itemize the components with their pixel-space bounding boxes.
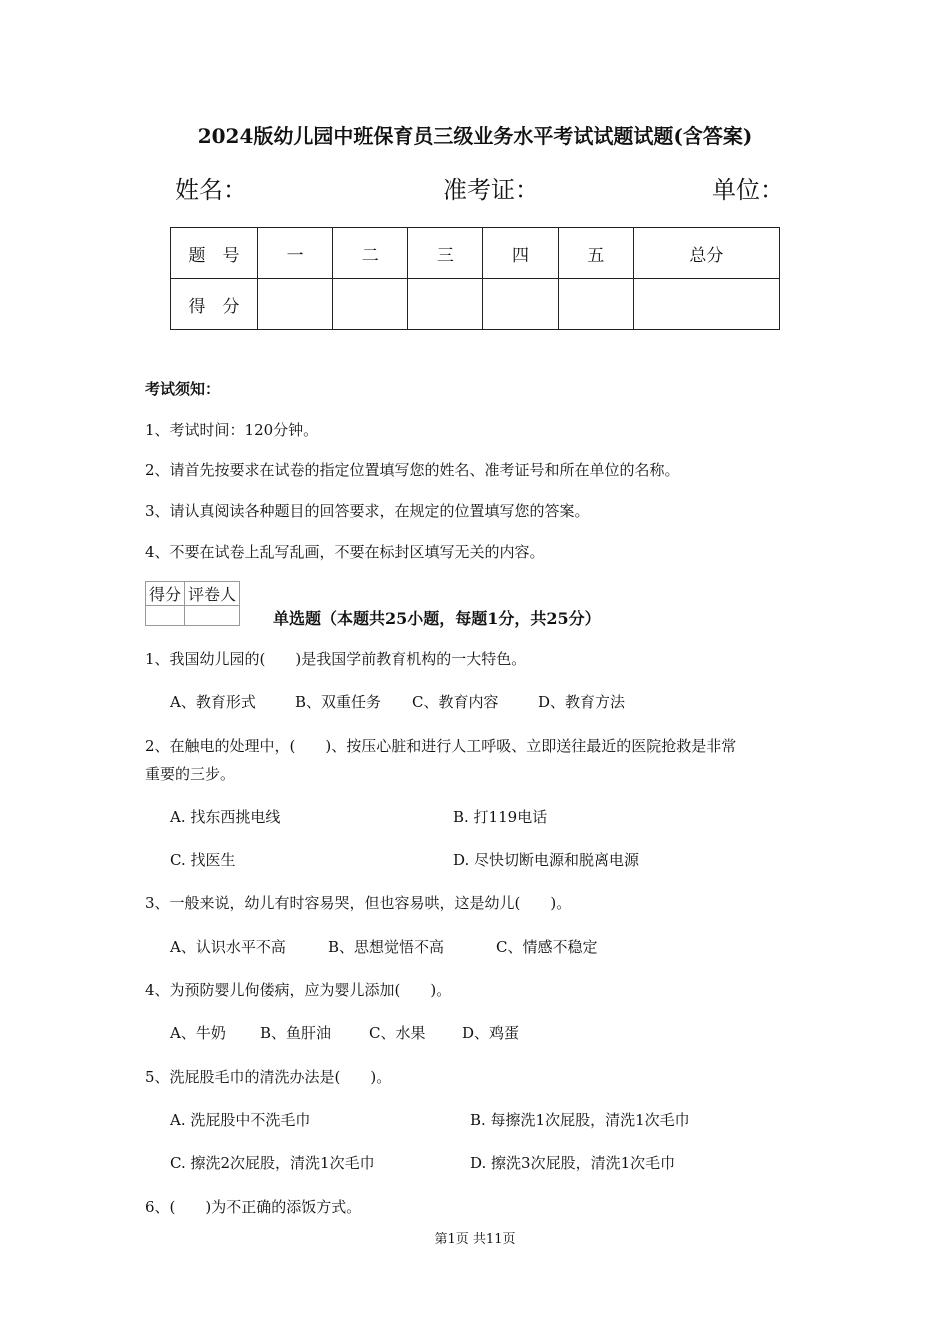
question-3-option-a: A、认识水平不高 — [170, 938, 286, 956]
grader-box-grader-cell[interactable] — [185, 606, 240, 626]
question-1-option-c: C、教育内容 — [412, 693, 499, 711]
score-table-score-row — [171, 279, 780, 330]
page-footer: 第1页 共11页 — [434, 1232, 516, 1247]
notice-item: 4、不要在试卷上乱写乱画，不要在标封区填写无关的内容。 — [145, 543, 545, 561]
notice-item: 3、请认真阅读各种题目的回答要求，在规定的位置填写您的答案。 — [145, 502, 590, 520]
score-cell[interactable] — [333, 279, 408, 330]
score-table-header-row — [171, 228, 780, 279]
question-4-option-a: A、牛奶 — [170, 1024, 226, 1042]
name-field-label: 姓名： — [175, 176, 247, 204]
grader-box-score-label: 得分 — [146, 582, 185, 606]
grader-box-grader-label: 评卷人 — [185, 582, 240, 606]
question-2-option-d: D. 尽快切断电源和脱离电源 — [453, 851, 640, 869]
question-3-option-c: C、情感不稳定 — [496, 938, 598, 956]
exam-id-field-label: 准考证： — [443, 176, 539, 204]
notice-heading: 考试须知： — [145, 380, 221, 398]
document-title: 2024版幼儿园中班保育员三级业务水平考试试题试题(含答案) — [197, 124, 753, 148]
score-table-header-cell: 四 — [483, 228, 558, 279]
score-table — [170, 227, 780, 330]
question-1-option-b: B、双重任务 — [295, 693, 382, 711]
question-4-option-d: D、鸡蛋 — [462, 1024, 520, 1042]
grader-box-score-cell[interactable] — [146, 606, 185, 626]
score-table-header-cell: 一 — [258, 228, 333, 279]
question-1-option-d: D、教育方法 — [538, 693, 626, 711]
section-title: 单选题（本题共25小题，每题1分，共25分） — [273, 609, 601, 628]
score-table-header-cell: 题 号 — [171, 228, 258, 279]
question-1-stem: 1、我国幼儿园的( )是我国学前教育机构的一大特色。 — [145, 650, 527, 668]
score-table-header-cell: 三 — [408, 228, 483, 279]
question-2-stem-line-1: 2、在触电的处理中，( )、按压心脏和进行人工呼吸、立即送往最近的医院抢救是非常 — [145, 737, 737, 755]
score-table-header-cell: 总分 — [633, 228, 779, 279]
question-2-option-b: B. 打119电话 — [453, 808, 548, 826]
score-table-header-cell: 五 — [558, 228, 633, 279]
score-cell[interactable] — [408, 279, 483, 330]
score-cell[interactable] — [483, 279, 558, 330]
notice-item: 1、考试时间：120分钟。 — [145, 421, 319, 439]
question-3-option-b: B、思想觉悟不高 — [328, 938, 445, 956]
question-4-option-c: C、水果 — [369, 1024, 426, 1042]
question-5-stem: 5、洗屁股毛巾的清洗办法是( )。 — [145, 1068, 392, 1086]
score-cell[interactable] — [258, 279, 333, 330]
question-5-option-a: A. 洗屁股中不洗毛巾 — [170, 1111, 311, 1129]
question-4-stem: 4、为预防婴儿佝偻病，应为婴儿添加( )。 — [145, 981, 452, 999]
question-4-option-b: B、鱼肝油 — [260, 1024, 332, 1042]
notice-item: 2、请首先按要求在试卷的指定位置填写您的姓名、准考证号和所在单位的名称。 — [145, 461, 680, 479]
score-cell[interactable] — [558, 279, 633, 330]
question-5-option-b: B. 每擦洗1次屁股，清洗1次毛巾 — [470, 1111, 690, 1129]
question-5-option-c: C. 擦洗2次屁股，清洗1次毛巾 — [170, 1154, 375, 1172]
question-1-option-a: A、教育形式 — [170, 693, 256, 711]
question-3-stem: 3、一般来说，幼儿有时容易哭，但也容易哄，这是幼儿( )。 — [145, 894, 572, 912]
question-2-option-a: A. 找东西挑电线 — [170, 808, 281, 826]
question-5-option-d: D. 擦洗3次屁股，清洗1次毛巾 — [470, 1154, 676, 1172]
score-row-label: 得 分 — [171, 279, 258, 330]
unit-field-label: 单位： — [712, 176, 784, 204]
grader-box — [145, 581, 240, 626]
question-2-stem-line-2: 重要的三步。 — [145, 765, 236, 783]
score-table-header-cell: 二 — [333, 228, 408, 279]
score-cell[interactable] — [633, 279, 779, 330]
question-2-option-c: C. 找医生 — [170, 851, 236, 869]
question-6-stem: 6、( )为不正确的添饭方式。 — [145, 1198, 362, 1216]
